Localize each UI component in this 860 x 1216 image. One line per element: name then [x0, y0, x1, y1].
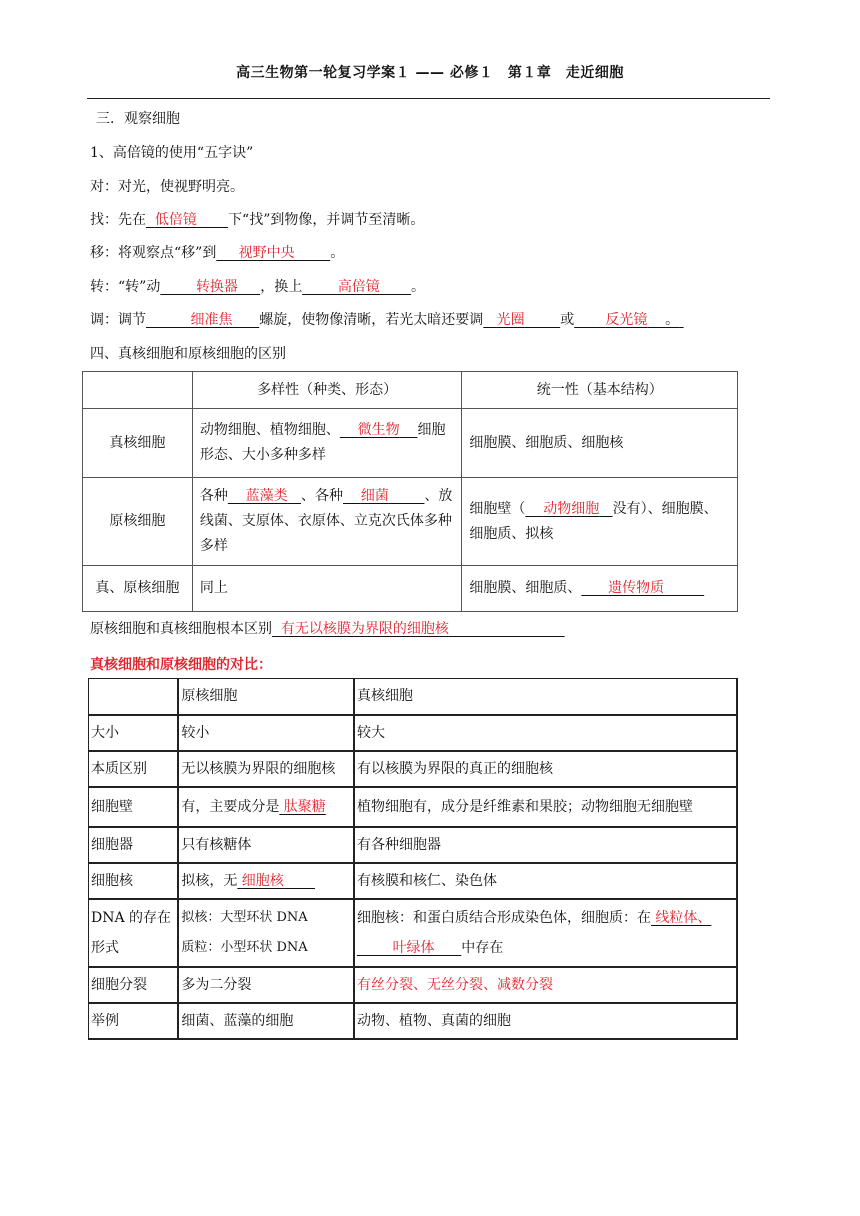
both-unity-pre: 细胞膜、细胞质、	[469, 580, 582, 596]
blank-cyano	[228, 488, 301, 504]
table1-pro-diversity	[192, 478, 462, 566]
root-diff-pre: 原核细胞和真核细胞根本区别	[90, 621, 272, 637]
answer-high-power: 高倍镜	[337, 279, 380, 295]
step-zhuan	[90, 278, 425, 296]
answer-mirror: 反光镜	[605, 312, 648, 328]
row-example-pro: 细菌、蓝藻的细胞	[178, 1003, 354, 1039]
row-dna-label: DNA 的存在形式	[89, 899, 179, 967]
euk-div-pre: 动物细胞、植物细胞、	[199, 422, 340, 438]
row-example-label: 举例	[89, 1003, 179, 1039]
step-tiao-post: 。	[665, 312, 680, 328]
blank-7	[574, 312, 683, 328]
answer-bacteria: 细菌	[360, 488, 389, 504]
step-yi-post: 。	[330, 245, 345, 261]
wall-pro-pre: 有，主要成分是	[181, 798, 280, 815]
section-3-title: 三．观察细胞	[96, 111, 180, 127]
blank-1	[146, 212, 228, 228]
row-organelle-pro: 只有核糖体	[178, 827, 354, 863]
answer-peptidoglycan: 肽聚糖	[283, 798, 326, 815]
table1-both-label: 真、原核细胞	[83, 566, 193, 612]
compare-title: 真核细胞和原核细胞的对比：	[90, 657, 272, 673]
table1-pro-unity	[462, 478, 738, 566]
row-dna-euk	[354, 899, 737, 967]
answer-chloroplast: 叶绿体	[392, 939, 435, 956]
step-zhao-pre: 找：先在	[90, 212, 146, 228]
cell-compare-table	[88, 678, 738, 1040]
pro-div-p3: 、放线菌、支原体、衣原体、立克次氏体多种多样	[199, 488, 453, 554]
blank-chloro	[357, 940, 461, 956]
item-1: 1、高倍镜的使用“五字诀”	[90, 145, 254, 161]
blank-microbe	[340, 422, 418, 438]
table1-head-unity: 统一性（基本结构）	[462, 372, 738, 409]
step-zhuan-mid: ，换上	[260, 279, 303, 295]
row-division-pro: 多为二分裂	[178, 967, 354, 1003]
row-size-euk: 较大	[354, 715, 737, 751]
table1-euk-unity: 细胞膜、细胞质、细胞核	[462, 409, 738, 478]
table1-both-diversity: 同上	[192, 566, 462, 612]
blank-mito	[651, 910, 711, 926]
step-yi-pre: 移：将观察点“移”到	[90, 245, 217, 261]
blank-3	[160, 279, 260, 295]
euk-div-post: 细胞形态、大小多种多样	[199, 422, 446, 463]
answer-center: 视野中央	[238, 245, 295, 261]
blank-bacteria	[343, 488, 424, 504]
blank-root	[272, 621, 565, 637]
pro-unity-post: 没有）、细胞膜、细胞质、拟核	[469, 500, 718, 542]
step-dui: 对：对光，使视野明亮。	[90, 179, 244, 195]
step-zhao-post: 下“找”到物像，并调节至清晰。	[228, 212, 425, 228]
answer-cyanobacteria: 蓝藻类	[245, 488, 288, 504]
row-nucleus-pro	[178, 863, 354, 899]
blank-4	[302, 279, 411, 295]
table2-head-pro: 原核细胞	[178, 679, 354, 715]
row-essence-pro: 无以核膜为界限的细胞核	[178, 751, 354, 787]
answer-genetic-material: 遗传物质	[608, 580, 665, 596]
step-tiao-pre: 调：调节	[90, 312, 146, 328]
blank-animal	[525, 501, 612, 517]
answer-animal-cell: 动物细胞	[543, 500, 600, 517]
step-zhuan-post: 。	[410, 279, 425, 295]
answer-mitochondria: 线粒体、	[655, 909, 712, 926]
dna-pro-line2: 质粒：小型环状 DNA	[181, 939, 308, 955]
blank-nucleus	[237, 873, 315, 889]
blank-5	[146, 312, 259, 328]
row-size-label: 大小	[89, 715, 179, 751]
step-tiao-mid2: 或	[560, 312, 575, 328]
row-size-pro: 较小	[178, 715, 354, 751]
pro-div-p1: 各种	[199, 488, 228, 504]
blank-2	[216, 245, 330, 261]
answer-fine-focus: 细准焦	[190, 312, 233, 328]
row-nucleus-euk: 有核膜和核仁、染色体	[354, 863, 737, 899]
section-4-title: 四、真核细胞和原核细胞的区别	[90, 346, 286, 362]
answer-diaphragm: 光圈	[496, 312, 525, 328]
table1-corner	[83, 372, 193, 409]
page-header: 高三生物第一轮复习学案１ —— 必修１ 第１章 走近细胞	[236, 65, 624, 81]
root-difference	[90, 620, 565, 638]
row-division-label: 细胞分裂	[89, 967, 179, 1003]
pro-unity-pre: 细胞壁（	[469, 500, 526, 517]
row-wall-pro	[178, 787, 354, 827]
row-wall-euk: 植物细胞有，成分是纤维素和果胶；动物细胞无细胞壁	[354, 787, 737, 827]
blank-genetic	[581, 580, 704, 596]
answer-microbe: 微生物	[357, 422, 400, 438]
table1-both-unity	[462, 566, 738, 612]
answer-nosepiece: 转换器	[195, 279, 238, 295]
cell-diversity-table	[82, 371, 738, 612]
row-division-euk: 有丝分裂、无丝分裂、减数分裂	[354, 967, 737, 1003]
answer-low-power: 低倍镜	[154, 212, 197, 228]
table1-pro-label: 原核细胞	[83, 478, 193, 566]
answer-nucleus: 细胞核	[241, 872, 284, 889]
blank-6	[483, 312, 560, 328]
row-wall-label: 细胞壁	[89, 787, 179, 827]
table1-euk-label: 真核细胞	[83, 409, 193, 478]
table2-head-euk: 真核细胞	[354, 679, 737, 715]
blank-peptidoglycan	[279, 799, 325, 815]
row-essence-euk: 有以核膜为界限的真正的细胞核	[354, 751, 737, 787]
row-organelle-label: 细胞器	[89, 827, 179, 863]
table2-corner	[89, 679, 179, 715]
row-nucleus-label: 细胞核	[89, 863, 179, 899]
nucleus-pro-pre: 拟核，无	[181, 872, 238, 889]
pro-div-p2: 、各种	[301, 488, 344, 504]
step-zhuan-pre: 转：“转”动	[90, 279, 161, 295]
step-tiao	[90, 311, 684, 329]
table1-head-diversity: 多样性（种类、形态）	[192, 372, 462, 409]
dna-euk-pre: 细胞核：和蛋白质结合形成染色体，细胞质：在	[356, 909, 651, 926]
header-rule	[87, 98, 770, 99]
row-organelle-euk: 有各种细胞器	[354, 827, 737, 863]
dna-euk-post: 中存在	[461, 939, 504, 956]
table1-euk-diversity	[192, 409, 462, 478]
dna-pro-line1: 拟核：大型环状 DNA	[181, 909, 308, 925]
row-example-euk: 动物、植物、真菌的细胞	[354, 1003, 737, 1039]
step-tiao-mid1: 螺旋，使物像清晰，若光太暗还要调	[259, 312, 484, 328]
row-dna-pro	[178, 899, 354, 967]
answer-root-diff: 有无以核膜为界限的细胞核	[280, 621, 449, 637]
step-yi	[90, 244, 344, 262]
row-essence-label: 本质区别	[89, 751, 179, 787]
step-zhao	[90, 211, 424, 229]
